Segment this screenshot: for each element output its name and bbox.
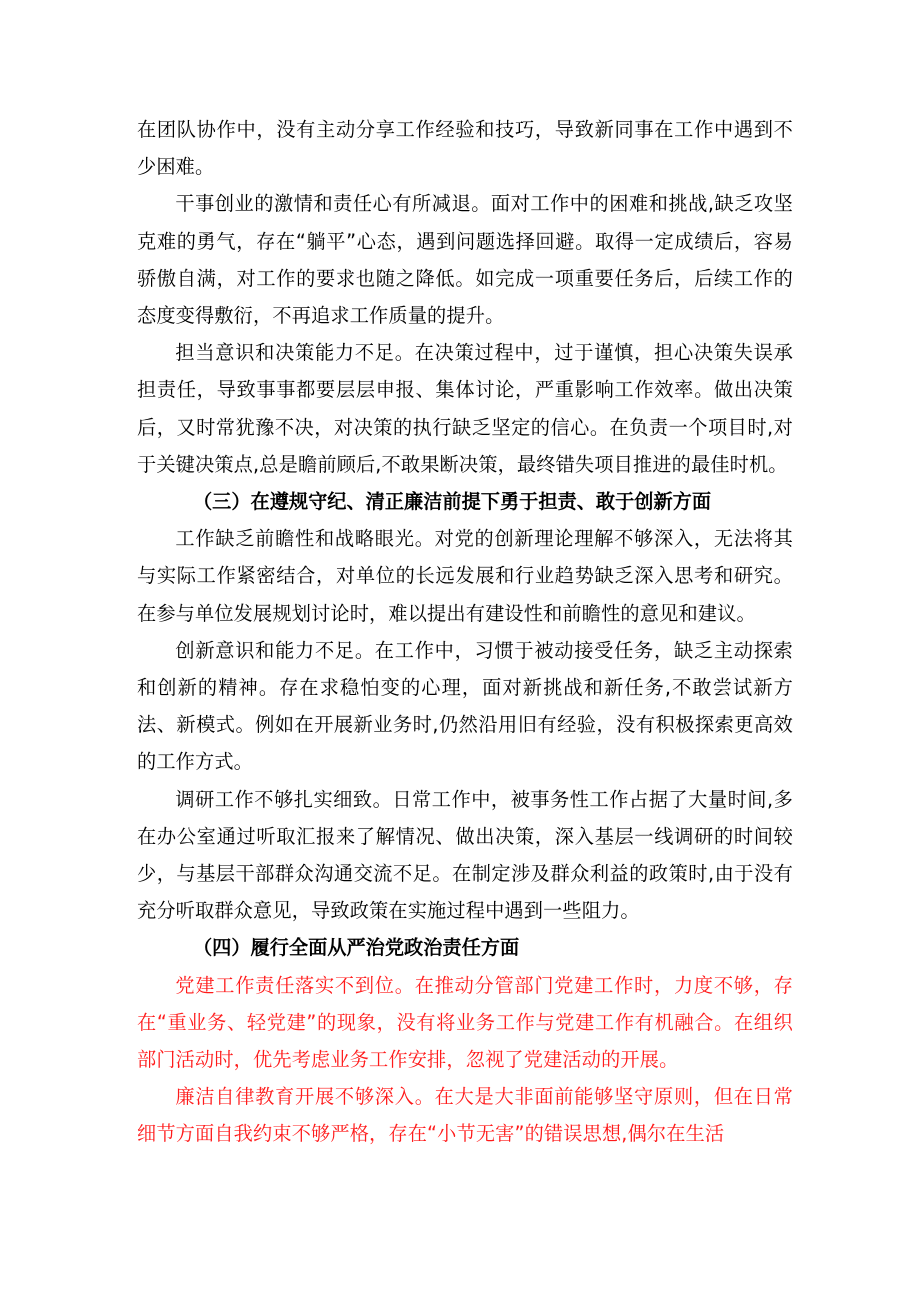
paragraph-motivation: 干事创业的激情和责任心有所减退。面对工作中的困难和挑战,缺乏攻坚克难的勇气，存在“躺平”心态，遇到问题选择回避。取得一定成绩后，容易骄傲自满，对工作的要求也随之降低。如完成一项重要任务后，后续工作的态度变得敷衍，不再追求工作质量的提升。 xyxy=(137,192,793,328)
paragraph-teamwork: 在团队协作中，没有主动分享工作经验和技巧，导致新同事在工作中遇到不少困难。 xyxy=(137,118,793,179)
section-heading-3: （三）在遵规守纪、清正廉洁前提下勇于担责、敢于创新方面 xyxy=(193,490,712,514)
paragraph-integrity: 廉洁自律教育开展不够深入。在大是大非面前能够坚守原则，但在日常细节方面自我约束不够严格，存在“小节无害”的错误思想,偶尔在生活 xyxy=(137,1085,793,1146)
paragraph-innovation: 创新意识和能力不足。在工作中，习惯于被动接受任务，缺乏主动探索和创新的精神。存在求稳怕变的心理，面对新挑战和新任务,不敢尝试新方法、新模式。例如在开展新业务时,仍然沿用旧有经验，没有积极探索更高效的工作方式。 xyxy=(137,638,793,774)
section-heading-4: （四）履行全面从严治党政治责任方面 xyxy=(193,936,520,960)
paragraph-foresight: 工作缺乏前瞻性和战略眼光。对党的创新理论理解不够深入，无法将其与实际工作紧密结合，对单位的长远发展和行业趋势缺乏深入思考和研究。在参与单位发展规划讨论时，难以提出有建设性和前瞻性的意见和建议。 xyxy=(137,527,793,625)
paragraph-party-building: 党建工作责任落实不到位。在推动分管部门党建工作时，力度不够，存在“重业务、轻党建”的现象，没有将业务工作与党建工作有机融合。在组织部门活动时，优先考虑业务工作安排，忽视了党建活动的开展。 xyxy=(137,973,793,1072)
paragraph-decision: 担当意识和决策能力不足。在决策过程中，过于谨慎，担心决策失误承担责任，导致事事都要层层申报、集体讨论，严重影响工作效率。做出决策后，又时常犹豫不决，对决策的执行缺乏坚定的信心。在负责一个项目时,对于关键决策点,总是瞻前顾后,不敢果断决策，最终错失项目推进的最佳时机。 xyxy=(137,341,793,476)
document-page xyxy=(137,111,793,1153)
paragraph-research: 调研工作不够扎实细致。日常工作中，被事务性工作占据了大量时间,多在办公室通过听取汇报来了解情况、做出决策，深入基层一线调研的时间较少，与基层干部群众沟通交流不足。在制定涉及群众利益的政策时,由于没有充分听取群众意见，导致政策在实施过程中遇到一些阻力。 xyxy=(137,787,793,923)
